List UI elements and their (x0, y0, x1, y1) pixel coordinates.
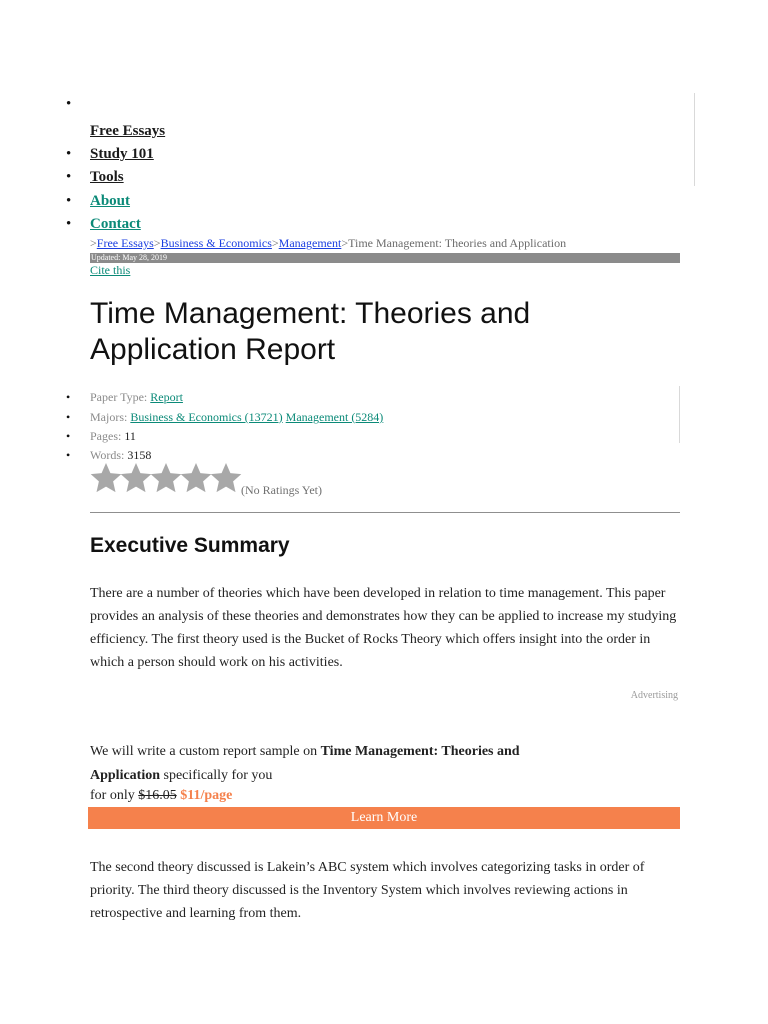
right-divider-top (694, 93, 695, 186)
section-heading: Executive Summary (90, 534, 290, 557)
meta-bullet: • (66, 390, 71, 404)
promo-text (90, 740, 580, 788)
meta-words-label: Words: (90, 448, 125, 462)
nav-bullet: • (66, 193, 72, 209)
summary-paragraph: There are a number of theories which have been developed in relation to time management. This paper provides an analysis of these theories and demonstrates how they can be applied to increase my studying efficiency. The first theory used is the Bucket of Rocks Theory which offers insight into the order in which a person should work on his activities. (90, 586, 677, 670)
meta-pages-label: Pages: (90, 429, 122, 443)
star-icon[interactable] (120, 462, 152, 494)
meta-bullet: • (66, 429, 71, 443)
breadcrumb-separator: > (271, 236, 279, 250)
breadcrumb-separator: > (341, 236, 349, 250)
price-for-only: for only (90, 788, 139, 803)
star-icon[interactable] (180, 462, 212, 494)
no-ratings-text: (No Ratings Yet) (241, 483, 323, 497)
body-paragraph: The second theory discussed is Lakein’s ABC system which involves categorizing tasks in order of priority. The third theory discussed is the Inventory System which involves reviewing actions in retrospective and learning from them. (90, 860, 645, 921)
meta-bullet: • (66, 448, 71, 462)
cite-this-link[interactable]: Cite this (90, 263, 131, 277)
breadcrumb-separator: > (153, 236, 161, 250)
new-price: $11/page (180, 788, 233, 803)
star-icon[interactable] (210, 462, 242, 494)
breadcrumb-link-free-essays[interactable]: Free Essays (96, 236, 154, 250)
paper-type-link[interactable]: Report (150, 390, 183, 404)
promo-topic: Time Management: Theories and Application (90, 744, 520, 783)
learn-more-button[interactable]: Learn More (88, 807, 680, 829)
old-price: $16.05 (138, 788, 177, 803)
advertising-label: Advertising (630, 690, 678, 701)
nav-link-study-101[interactable]: Study 101 (90, 146, 154, 162)
section-divider (90, 512, 680, 513)
nav-bullet: • (66, 169, 72, 185)
right-divider-meta (679, 386, 680, 443)
nav-bullet-empty: • (66, 96, 72, 112)
breadcrumb-separator: > (90, 236, 97, 250)
nav-link-about[interactable]: About (90, 193, 131, 209)
meta-paper-type-label: Paper Type: (90, 390, 148, 404)
nav-link-contact[interactable]: Contact (90, 216, 141, 232)
nav-link-free-essays[interactable]: Free Essays (90, 123, 166, 139)
price-line (90, 788, 232, 804)
nav-link-tools[interactable]: Tools (90, 169, 124, 185)
meta-bullet: • (66, 410, 71, 424)
star-icon[interactable] (90, 462, 122, 494)
major-link-business-economics[interactable]: Business & Economics (13721) (130, 410, 283, 424)
breadcrumb-current: Time Management: Theories and Application (348, 236, 567, 250)
nav-bullet: • (66, 146, 72, 162)
meta-majors-label: Majors: (90, 410, 128, 424)
breadcrumb-link-business-economics[interactable]: Business & Economics (160, 236, 272, 250)
breadcrumb-link-management[interactable]: Management (278, 236, 342, 250)
updated-date-bar: Updated: May 28, 2019 (90, 253, 680, 263)
meta-words-value: 3158 (127, 448, 152, 462)
major-link-management[interactable]: Management (5284) (285, 410, 384, 424)
promo-prefix: We will write a custom report sample on (90, 744, 321, 759)
star-icon[interactable] (150, 462, 182, 494)
promo-suffix: specifically for you (160, 768, 273, 783)
meta-pages-value: 11 (124, 429, 136, 443)
page-title: Time Management: Theories and Application Report (90, 297, 531, 366)
breadcrumb (90, 236, 566, 251)
nav-bullet: • (66, 216, 72, 232)
